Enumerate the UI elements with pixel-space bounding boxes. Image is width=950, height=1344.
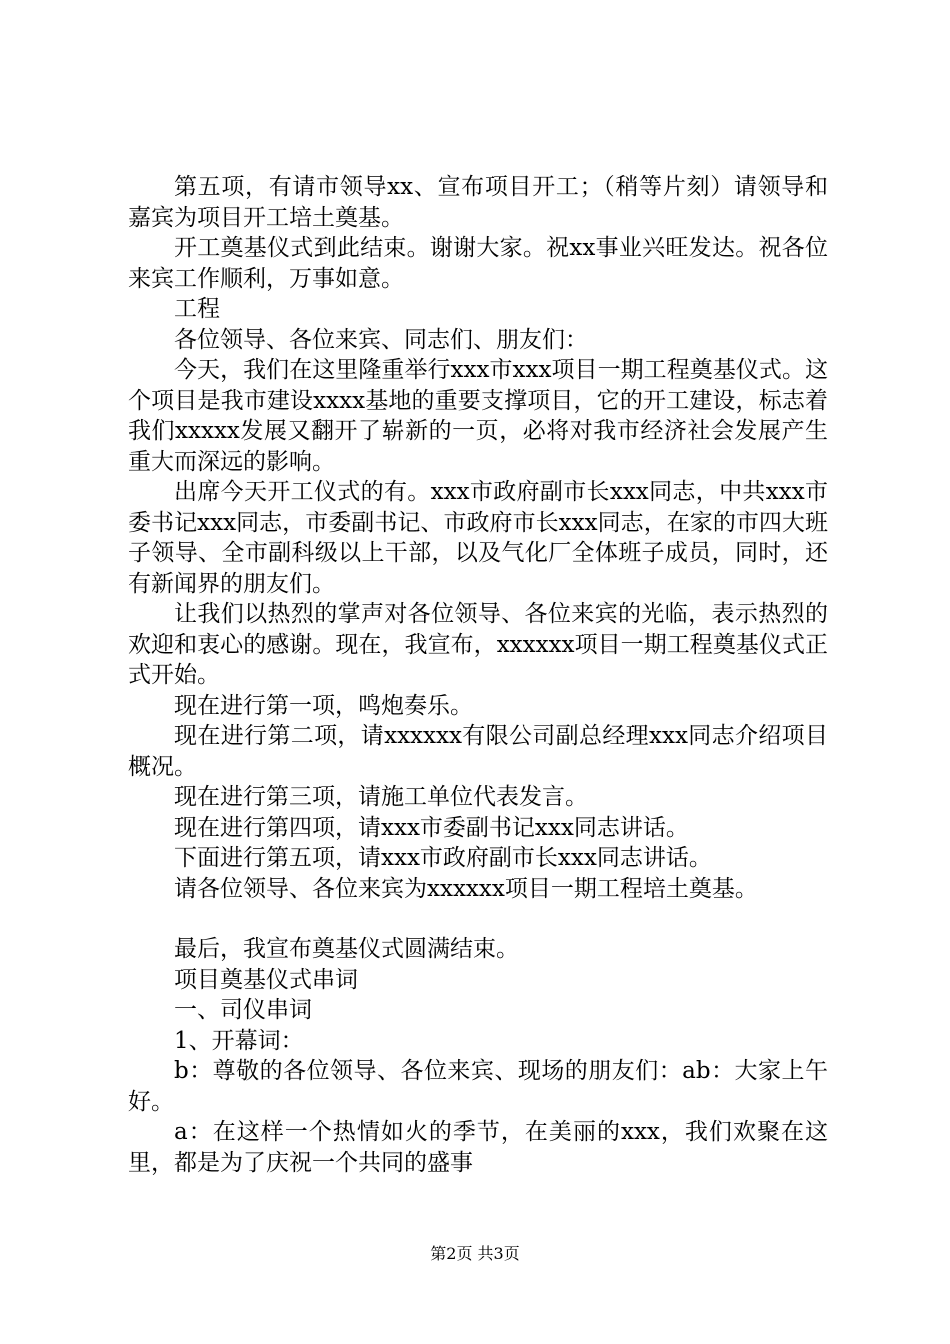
document-body xyxy=(128,172,828,1178)
page-number-footer: 第2页 共3页 xyxy=(430,1244,520,1263)
paragraph: 下面进行第五项，请xxx市政府副市长xxx同志讲话。 xyxy=(174,845,712,871)
paragraph: b：尊敬的各位领导、各位来宾、现场的朋友们：ab：大家上午好。 xyxy=(128,1058,828,1115)
paragraph: 请各位领导、各位来宾为xxxxxx项目一期工程培土奠基。 xyxy=(174,875,758,902)
paragraph: 现在进行第二项，请xxxxxx有限公司副总经理xxx同志介绍项目概况。 xyxy=(128,723,828,780)
paragraph: 1、开幕词： xyxy=(174,1027,304,1054)
paragraph: 现在进行第三项，请施工单位代表发言。 xyxy=(174,784,588,810)
paragraph: a：在这样一个热情如火的季节，在美丽的xxx，我们欢聚在这里，都是为了庆祝一个共同的盛事 xyxy=(128,1119,828,1176)
paragraph: 各位领导、各位来宾、同志们、朋友们： xyxy=(174,326,588,353)
paragraph: 第五项，有请市领导xx、宣布项目开工；（稍等片刻）请领导和嘉宾为项目开工培土奠基。 xyxy=(128,174,828,231)
paragraph: 现在进行第四项，请xxx市委副书记xxx同志讲话。 xyxy=(174,814,689,841)
section-heading: 项目奠基仪式串词 xyxy=(174,966,358,993)
section-heading: 一、司仪串词 xyxy=(174,997,312,1023)
paragraph: 让我们以热烈的掌声对各位领导、各位来宾的光临，表示热烈的欢迎和衷心的感谢。现在，我宣布，xxxxxx项目一期工程奠基仪式正式开始。 xyxy=(128,601,828,688)
paragraph: 今天，我们在这里隆重举行xxx市xxx项目一期工程奠基仪式。这个项目是我市建设xxxx基地的重要支撑项目，它的开工建设，标志着我们xxxxx发展又翻开了崭新的一页，必将对我市经济社会发展产生重大而深远的影响。 xyxy=(128,357,828,475)
paragraph: 工程 xyxy=(174,296,220,322)
paragraph: 开工奠基仪式到此结束。谢谢大家。祝xx事业兴旺发达。祝各位来宾工作顺利，万事如意。 xyxy=(128,235,828,292)
paragraph: 出席今天开工仪式的有。xxx市政府副市长xxx同志，中共xxx市委书记xxx同志，市委副书记、市政府市长xxx同志，在家的市四大班子领导、全市副科级以上干部，以及气化厂全体班子成员，同时，还有新闻界的朋友们。 xyxy=(128,479,828,597)
paragraph: 现在进行第一项，鸣炮奏乐。 xyxy=(174,692,473,719)
paragraph: 最后，我宣布奠基仪式圆满结束。 xyxy=(174,936,519,962)
